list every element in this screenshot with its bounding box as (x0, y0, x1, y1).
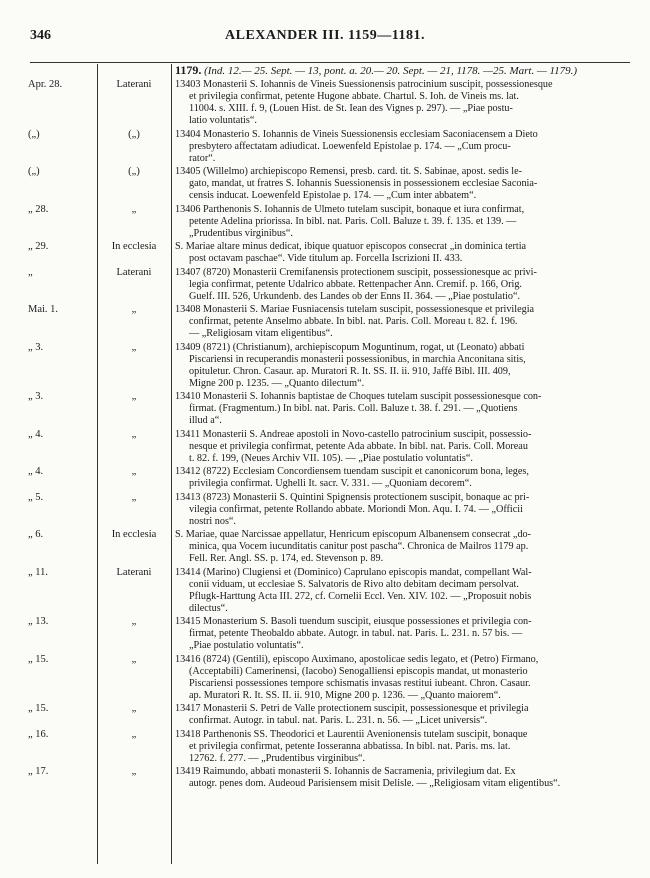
place-column-divider (171, 64, 172, 864)
entry-place: „ (131, 491, 137, 503)
entry-date: „ 5. (28, 491, 44, 503)
entry-line: Piscariensi possessiones tempore schismatis invasas restitui iubeant. Chron. Casaur. (189, 677, 531, 689)
entry-line: Guelf. III. 526, Urkundenb. des Landes ob der Enns II. 364. — „Piae postulatio“. (189, 290, 521, 302)
entry-line: t. 82. f. 199, (Neues Archiv VII. 105). — „Piae postulatio voluntatis“. (189, 452, 473, 464)
entry-line: latio voluntatis“. (189, 115, 257, 126)
entry-line: S. Mariae, quae Narcissae appellatur, Henricum episcopum Albanensem consecrat „do- (175, 529, 532, 540)
entry-text (175, 429, 631, 465)
entry-line: legia confirmat, petente Udalrico abbate. Rettenpacher Ann. Cremif. p. 166, Orig. (189, 278, 522, 290)
entry-line: post octavam paschae“. Vide titulum ap. Forcella Iscrizioni II. 433. (189, 253, 463, 265)
entry-date: „ 13. (28, 616, 49, 628)
entry-place: „ (131, 391, 137, 403)
entry-place: („) (128, 128, 140, 140)
entry-place: „ (131, 616, 137, 628)
entry-line: et privilegia confirmat, petente Iosseranna abbatissa. In bibl. nat. Paris. ms. lat. (189, 740, 511, 752)
entry-line: 13405 (Willelmo) archiepiscopo Remensi, presb. card. tit. S. Sabinae, apost. sedis le- (175, 166, 523, 178)
entry-line: 13412 (8722) Ecclesiam Concordiensem tuendam suscipit et canonicorum bona, leges, (175, 466, 529, 478)
entry-date: („) (28, 128, 40, 140)
entry-line: censis inducat. Loewenfeld Epistolae p. 174. — „Cum inter abbatem“. (189, 190, 477, 202)
entry-place: „ (131, 466, 137, 478)
entry-line: 13416 (8724) (Gentili), episcopo Auximano, apostolicae sedis legato, et (Petro) Firmano, (175, 653, 539, 665)
entry-line: (Acceptabili) Camerinensi, (Iacobo) Senogalliensi episcopis mandat, ut monasterio (189, 665, 528, 677)
entry-text (175, 616, 631, 652)
entry-text (175, 492, 631, 528)
entry-place: „ (131, 428, 137, 440)
entry-line: nostri nos“. (189, 515, 236, 527)
entry-place: Laterani (116, 266, 152, 278)
entry-date: „ 3. (28, 391, 44, 403)
entry-line: 13410 Monasterii S. Iohannis baptistae de Choques tutelam suscipit possessionesque con- (175, 391, 542, 403)
entry-line: autogr. penes dom. Audeoud Parisiensem misit Delisle. — „Religiosam vitam eligentibus“. (189, 778, 561, 790)
entry-date: „ 15. (28, 653, 49, 665)
entry-line: minica, qua Vocem iucunditatis canitur post pascha“. Chronica de Mailros 1179 ap. (189, 541, 529, 552)
entry-text (175, 529, 631, 565)
entry-line: privilegia confirmat. Ughelli It. sacr. V. 331. — „Quoniam decorem“. (189, 478, 472, 490)
entry-line: illud a“. (189, 415, 222, 427)
entry-date: „ 29. (28, 241, 49, 253)
entry-line: S. Mariae altare minus dedicat, ibique quatuor episcopos consecrat „in dominica tertia (175, 241, 527, 253)
entry-line: Migne 200 p. 1235. — „Quanto dilectum“. (189, 377, 365, 389)
entry-text (175, 466, 631, 490)
page-header (0, 28, 650, 48)
header-rule (30, 62, 630, 63)
entry-text (175, 567, 631, 615)
entry-text (175, 703, 631, 727)
entry-date: Mai. 1. (28, 304, 59, 315)
entry-text (175, 342, 631, 390)
entry-line: conii viduam, ut ecclesiae S. Salvatoris de Rivo alto debitam decimam persolvat. (189, 578, 519, 590)
entry-place: „ (131, 304, 137, 315)
entry-date: „ 4. (28, 428, 44, 440)
entry-place: „ (131, 341, 137, 353)
entry-text (175, 729, 631, 765)
entry-text (175, 166, 631, 202)
entry-line: — „Religiosam vitam eligentibus“. (189, 328, 333, 339)
page-number: 346 (30, 28, 51, 43)
entry-text (175, 391, 631, 427)
entry-date: Apr. 28. (28, 79, 63, 90)
entry-text (175, 267, 631, 303)
year-indiction: (Ind. 12.— 25. Sept. — 13, pont. a. 20.— 20. Sept. — 21, 1178. —25. Mart. — 1179.) (201, 65, 578, 77)
entry-line: Fell. Rer. Angl. SS. p. 174, ed. Stevenson p. 89. (189, 553, 384, 564)
entry-line: 13419 Raimundo, abbati monasterii S. Iohannis de Sacramenia, privilegium dat. Ex (175, 766, 516, 778)
entry-place: Laterani (116, 566, 152, 578)
entry-line: 13414 (Marino) Clugiensi et (Dominico) Caprulano episcopis mandat, compellant Wal- (175, 566, 532, 578)
entry-line: 11004. s. XIII. f. 9, (Louen Hist. de St. Iean des Vignes p. 297). — „Piae postu- (189, 103, 513, 114)
entry-line: petente Adelina priorissa. In bibl. nat. Paris. Coll. Baluze t. 39. f. 135. et 139. — (189, 215, 517, 227)
entry-line: 13404 Monasterio S. Iohannis de Vineis Suessionensis ecclesiam Saconiacensem a Dieto (175, 128, 538, 140)
year-label: 1179. (175, 64, 202, 77)
entry-line: 13411 Monasterii S. Andreae apostoli in Novo-castello patrocinium suscipit, possessio- (175, 428, 532, 440)
entry-date: „ 4. (28, 466, 44, 478)
entry-text (175, 654, 631, 702)
entry-text (175, 129, 631, 165)
entry-line: presbytero affectatam adiudicat. Loewenfeld Epistolae p. 174. — „Cum procu- (189, 140, 511, 152)
entry-place: „ (131, 703, 137, 715)
entry-line: 13403 Monasterii S. Iohannis de Vineis Suessionensis patrocinium suscipit, possessionesque (175, 79, 553, 90)
entry-line: rator“. (189, 152, 216, 164)
entry-text (175, 766, 631, 790)
entry-line: et privilegia confirmat, petente Hugone abbate. Chartul. S. Ioh. de Vineis ms. lat. (189, 91, 519, 102)
entry-line: gato, mandat, ut fratres S. Iohannis Suessionensis in possessionem ecclesiae Saconia- (189, 178, 538, 190)
entry-text (175, 241, 631, 265)
entry-line: „Prudentibus virginibus“. (189, 227, 293, 239)
entry-line: 13418 Parthenonis SS. Theodorici et Laurentii Avenionensis tutelam suscipit, bonaque (175, 728, 528, 740)
entry-line: Pflugk-Harttung Acta III. 272, cf. Cornelii Eccl. Ven. XIV. 102. — „Proposuit nobis (189, 590, 532, 602)
entry-date: („) (28, 166, 40, 178)
entry-line: 13415 Monasterium S. Basoli tuendum suscipit, eiusque possessiones et privilegia con- (175, 616, 532, 628)
entry-line: 13413 (8723) Monasterii S. Quintini Spignensis protectionem suscipit, bonaque ac pri- (175, 491, 530, 503)
entry-line: 13408 Monasterii S. Mariae Fusniacensis tutelam suscipit, possessionesque et privilegia (175, 304, 535, 315)
running-title: ALEXANDER III. 1159—1181. (225, 28, 425, 43)
entry-place: In ecclesia (111, 529, 157, 540)
entry-line: confirmat. Autogr. in tabul. nat. Paris. L. 231. n. 56. — „Licet universis“. (189, 715, 488, 727)
entry-place: „ (131, 653, 137, 665)
entry-line: firmat. (Fragmentum.) In bibl. nat. Paris. Coll. Baluze t. 38. f. 291. — „Quotiens (189, 403, 518, 415)
entry-place: In ecclesia (111, 241, 157, 253)
entry-line: Piscariensi in recuperandis monasterii possessionibus, in marchia Anconitana sitis, (189, 353, 526, 365)
entry-line: 13417 Monasterii S. Petri de Valle protectionem suscipit, possessionesque et privilegia (175, 703, 529, 715)
entry-date: „ 28. (28, 203, 49, 215)
entry-text (175, 204, 631, 240)
year-heading (175, 64, 630, 78)
entry-place: („) (128, 166, 140, 178)
entry-place: „ (131, 766, 137, 778)
entry-date: „ 16. (28, 728, 49, 740)
entry-place: „ (131, 728, 137, 740)
entry-date: „ 3. (28, 341, 44, 353)
entry-line: nesque et privilegia confirmat, petente Ada abbate. In bibl. nat. Paris. Coll. Moreau (189, 440, 528, 452)
entry-line: confirmat, petente Anselmo abbate. In bibl. nat. Paris. Coll. Moreau t. 82. f. 196. (189, 316, 518, 327)
entry-date: „ 6. (28, 529, 44, 540)
entry-line: 12762. f. 277. — „Prudentibus virginibus“. (189, 752, 366, 764)
entry-date: „ 11. (28, 566, 49, 578)
entry-date: „ 17. (28, 766, 49, 778)
entry-text (175, 79, 631, 127)
entry-line: opituletur. Chron. Casaur. ap. Muratori R. It. SS. II. ii. 910, Jaffé Bibl. III. 409, (189, 365, 511, 377)
entry-text (175, 304, 631, 340)
entry-line: ap. Muratori R. It. SS. II. ii. 910, Migne 200 p. 1236. — „Quanto maiorem“. (189, 689, 501, 701)
entry-line: 13406 Parthenonis S. Iohannis de Ulmeto tutelam suscipit, bonaque et iura confirmat, (175, 203, 525, 215)
entry-line: vilegia confirmat, petente Rollando abbate. Moriondi Mon. Aqu. I. 74. — „Officii (189, 503, 523, 515)
date-column-divider (97, 64, 98, 864)
entry-line: 13407 (8720) Monasterii Cremifanensis protectionem suscipit, possessionesque ac privi- (175, 266, 537, 278)
entry-line: 13409 (8721) (Christianum), archiepiscopum Moguntinum, rogat, ut (Leonato) abbati (175, 341, 525, 353)
entry-place: „ (131, 203, 137, 215)
entry-place: Laterani (116, 79, 152, 90)
entry-date: „ 15. (28, 703, 49, 715)
entry-line: firmat, petente Theobaldo abbate. Autogr. in tabul. nat. Paris. L. 231. n. 57 bis. — (189, 628, 523, 640)
entry-date: „ (28, 266, 33, 278)
entry-line: „Piae postulatio voluntatis“. (189, 640, 304, 652)
entry-line: dilectus“. (189, 602, 228, 614)
